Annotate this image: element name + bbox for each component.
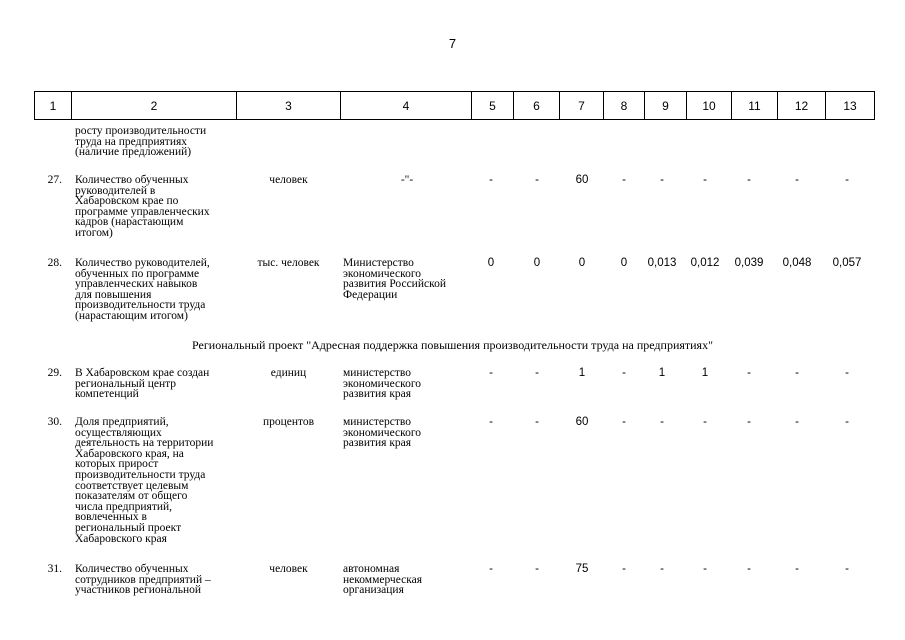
unit-of-measure: единиц — [270, 367, 307, 379]
indicator-name-line: Доля предприятий, — [75, 416, 169, 428]
indicator-name — [75, 417, 235, 544]
row-number: 31. — [47, 563, 62, 575]
header-cell: 6 — [514, 92, 560, 120]
indicator-name-line: которых прирост — [75, 458, 159, 471]
section-title: Региональный проект "Адресная поддержка повышения производительности труда на предприятиях" — [192, 338, 713, 352]
value-cell: - — [845, 174, 849, 186]
value-cell: 1 — [701, 367, 709, 379]
column-header-table — [34, 91, 875, 120]
value-cell: 0,039 — [734, 257, 764, 269]
value-cell: - — [747, 416, 751, 428]
value-cell: - — [660, 416, 664, 428]
value-cell: - — [622, 367, 626, 379]
indicator-name-line: руководителей в — [75, 184, 156, 197]
value-cell: - — [795, 367, 799, 379]
indicator-name-line: для повышения — [75, 288, 152, 301]
indicator-name-line: Количество обученных — [75, 563, 189, 575]
value-cell: - — [703, 563, 707, 575]
responsible-party — [343, 417, 471, 449]
responsible-party-line: -"- — [400, 174, 414, 186]
indicator-name-line: кадров (нарастающим — [75, 216, 184, 229]
value-cell: - — [795, 174, 799, 186]
value-cell: - — [795, 416, 799, 428]
responsible-party — [343, 564, 471, 596]
value-cell: - — [747, 367, 751, 379]
indicator-name-line: Хабаровского края — [75, 532, 167, 545]
indicator-name-line: (наличие предложений) — [75, 146, 192, 159]
indicator-name — [75, 126, 235, 158]
indicator-name-line: росту производительности — [75, 125, 207, 137]
value-cell: 0 — [533, 257, 541, 269]
indicator-name — [75, 175, 235, 239]
unit-of-measure: человек — [269, 563, 308, 575]
responsible-party-line: развития Российской — [343, 278, 447, 291]
value-cell: 0 — [620, 257, 628, 269]
value-cell: - — [845, 367, 849, 379]
value-cell: 0,012 — [690, 257, 720, 269]
value-cell: - — [622, 174, 626, 186]
value-cell: - — [747, 563, 751, 575]
indicator-name-line: показателям от общего — [75, 490, 188, 503]
responsible-party — [343, 368, 471, 400]
value-cell: - — [535, 174, 539, 186]
indicator-name-line: региональный проект — [75, 521, 182, 534]
header-cell: 12 — [778, 92, 826, 120]
header-cell: 1 — [35, 92, 72, 120]
indicator-name-line: сотрудников предприятий – — [75, 573, 211, 586]
value-cell: - — [535, 367, 539, 379]
indicator-name-line: управленческих навыков — [75, 278, 198, 291]
unit-of-measure: тыс. человек — [257, 257, 320, 269]
value-cell: - — [535, 563, 539, 575]
header-cell: 5 — [472, 92, 514, 120]
indicator-name-line: производительности труда — [75, 468, 206, 481]
value-cell: - — [489, 416, 493, 428]
responsible-party — [343, 175, 471, 186]
unit-of-measure: человек — [269, 174, 308, 186]
value-cell: - — [795, 563, 799, 575]
value-cell: - — [489, 563, 493, 575]
value-cell: 1 — [578, 367, 586, 379]
indicator-name-line: итогом) — [75, 226, 113, 239]
value-cell: 0,013 — [647, 257, 677, 269]
value-cell: 1 — [658, 367, 666, 379]
indicator-name-line: обученных по программе — [75, 267, 200, 280]
responsible-party-line: развития края — [343, 437, 412, 450]
responsible-party — [343, 258, 471, 300]
indicator-name-line: участников региональной — [75, 584, 202, 597]
indicator-name — [75, 564, 235, 596]
indicator-name-line: соответствует целевым — [75, 479, 189, 492]
responsible-party-line: министерство — [343, 416, 411, 428]
value-cell: - — [845, 563, 849, 575]
indicator-name-line: Хабаровском крае по — [75, 195, 179, 208]
header-cell: 4 — [341, 92, 472, 120]
value-cell: 0 — [487, 257, 495, 269]
value-cell: 0,048 — [782, 257, 812, 269]
responsible-party-line: организация — [343, 584, 404, 597]
responsible-party-line: министерство — [343, 367, 411, 379]
unit-of-measure: процентов — [262, 416, 315, 428]
indicator-name — [75, 368, 235, 400]
value-cell: - — [747, 174, 751, 186]
indicator-name-line: Количество руководителей, — [75, 257, 210, 269]
indicator-name-line: (нарастающим итогом) — [75, 309, 188, 322]
responsible-party-line: экономического — [343, 377, 422, 390]
responsible-party-line: экономического — [343, 426, 422, 439]
header-cell: 7 — [560, 92, 604, 120]
indicator-name-line: деятельность на территории — [75, 437, 214, 450]
value-cell: - — [535, 416, 539, 428]
value-cell: - — [703, 416, 707, 428]
header-row — [35, 92, 875, 120]
value-cell: 75 — [575, 563, 589, 575]
row-number: 30. — [47, 416, 62, 428]
header-cell: 2 — [72, 92, 237, 120]
indicator-name-line: компетенций — [75, 388, 139, 401]
value-cell: 0,057 — [832, 257, 862, 269]
indicator-name-line: вовлеченных в — [75, 511, 147, 524]
value-cell: 0 — [578, 257, 586, 269]
indicator-name-line: Хабаровского края, на — [75, 447, 184, 460]
indicator-name-line: В Хабаровском крае создан — [75, 367, 210, 379]
value-cell: 60 — [575, 174, 589, 186]
value-cell: - — [489, 367, 493, 379]
header-cell: 8 — [604, 92, 645, 120]
indicator-name-line: числа предприятий, — [75, 500, 173, 513]
value-cell: - — [489, 174, 493, 186]
page-number: 7 — [448, 36, 457, 51]
responsible-party-line: некоммерческая — [343, 573, 423, 586]
responsible-party-line: Министерство — [343, 257, 414, 269]
value-cell: 60 — [575, 416, 589, 428]
value-cell: - — [660, 174, 664, 186]
value-cell: - — [660, 563, 664, 575]
row-number: 29. — [47, 367, 62, 379]
header-cell: 11 — [732, 92, 778, 120]
row-number: 27. — [47, 174, 62, 186]
indicator-name — [75, 258, 235, 322]
indicator-name-line: осуществляющих — [75, 426, 162, 439]
indicator-name-line: Количество обученных — [75, 174, 189, 186]
value-cell: - — [845, 416, 849, 428]
responsible-party-line: развития края — [343, 388, 412, 401]
header-cell: 13 — [826, 92, 875, 120]
row-number: 28. — [47, 257, 62, 269]
value-cell: - — [703, 174, 707, 186]
responsible-party-line: автономная — [343, 563, 400, 575]
responsible-party-line: экономического — [343, 267, 422, 280]
indicator-name-line: программе управленческих — [75, 205, 210, 218]
header-cell: 3 — [237, 92, 341, 120]
value-cell: - — [622, 416, 626, 428]
indicator-name-line: региональный центр — [75, 377, 177, 390]
indicator-name-line: производительности труда — [75, 299, 206, 312]
responsible-party-line: Федерации — [343, 288, 398, 301]
header-cell: 10 — [687, 92, 732, 120]
value-cell: - — [622, 563, 626, 575]
header-cell: 9 — [645, 92, 687, 120]
indicator-name-line: труда на предприятиях — [75, 135, 188, 148]
